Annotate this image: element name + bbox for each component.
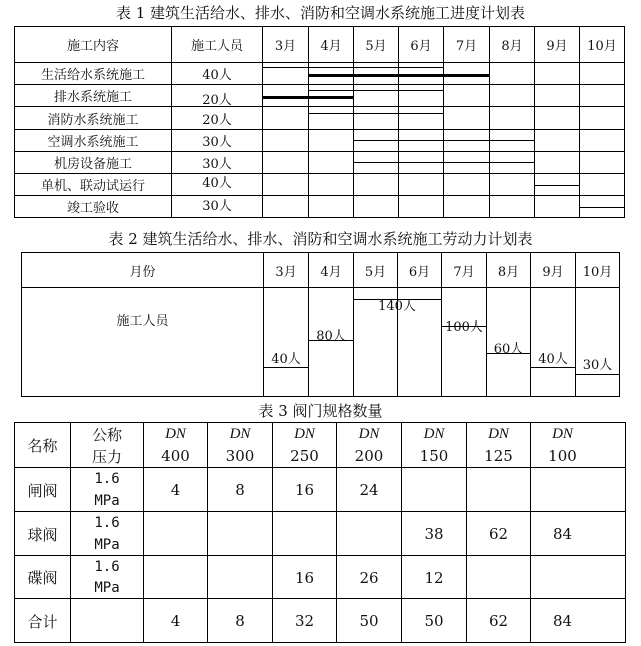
table1-task: 生活给水系统施工: [40, 68, 145, 83]
table2-month: 5月: [364, 264, 387, 280]
table1-people: 20人: [202, 93, 232, 108]
table1-people: 30人: [202, 135, 232, 150]
table2-month: 8月: [497, 264, 520, 280]
valve-count: 84: [552, 612, 573, 630]
dn-size: 200: [354, 447, 384, 465]
table1-people: 40人: [202, 68, 232, 83]
table1-month: 10月: [587, 39, 617, 54]
valve-count: [531, 556, 594, 599]
valve-count: 16: [294, 568, 315, 587]
table2-month: 7月: [453, 264, 475, 280]
gantt-bar-water-supply-main: [308, 74, 489, 77]
labor-label: 30人: [582, 357, 613, 373]
valve-count: 24: [359, 481, 379, 499]
table3-title: 表 3 阀门规格数量: [258, 402, 383, 420]
table1-month: 7月: [455, 39, 478, 54]
valve-count: [402, 468, 466, 512]
labor-label: 60人: [493, 341, 524, 357]
valve-count: 8: [235, 612, 245, 630]
valve-count: [467, 556, 530, 599]
table3-header-pressure: 公称: [91, 425, 122, 444]
valve-pressure: 1.6: [94, 471, 120, 487]
table2-month: 6月: [408, 264, 431, 280]
valve-name: 碟阀: [27, 569, 58, 587]
table1-people: 30人: [202, 199, 232, 214]
table2-row-label: 施工人员: [116, 313, 169, 329]
labor-step: [263, 367, 308, 368]
dn-size: 125: [484, 447, 513, 465]
valve-count: [273, 512, 336, 556]
dn-size: 300: [225, 447, 255, 465]
gantt-bar-water-supply: [263, 67, 443, 68]
valve-name: 合计: [27, 612, 58, 631]
table1-task: 空调水系统施工: [47, 135, 139, 150]
valve-count: 4: [170, 612, 181, 630]
dn-size: 150: [419, 447, 449, 465]
labor-label: 40人: [538, 351, 568, 367]
dn-label: DN: [294, 425, 315, 442]
table1-title: 表 1 建筑生活给水、排水、消防和空调水系统施工进度计划表: [115, 4, 526, 22]
table3-header-name: 名称: [27, 436, 58, 455]
gantt-bar-acceptance: [579, 207, 624, 208]
valve-count: 50: [359, 612, 379, 630]
table1-month: 9月: [546, 39, 568, 54]
valve-count: 4: [170, 481, 181, 499]
valve-pressure: 1.6: [94, 558, 120, 575]
table2-title: 表 2 建筑生活给水、排水、消防和空调水系统施工劳动力计划表: [108, 230, 533, 248]
valve-count: 32: [294, 612, 315, 630]
table2-month: 3月: [275, 264, 297, 280]
table1-header-people: 施工人员: [190, 39, 243, 54]
valve-count: [531, 468, 594, 512]
valve-count: 26: [359, 568, 379, 587]
dn-size: 250: [290, 447, 319, 465]
valve-count: [337, 512, 401, 556]
table1-task: 机房设备施工: [53, 157, 132, 172]
dn-label: DN: [358, 425, 380, 442]
table1-task: 排水系统施工: [53, 90, 132, 105]
valve-pressure: 1.6: [94, 515, 120, 531]
dn-size: 400: [161, 447, 190, 465]
gantt-bar-drainage-main: [263, 96, 353, 99]
table1-month: 4月: [320, 39, 342, 54]
gantt-bar-hvac: [353, 140, 534, 141]
table1-task: 单机、联动试运行: [40, 179, 145, 194]
valve-count: [208, 556, 272, 599]
valve-pressure: MPa: [94, 580, 120, 597]
table1-month: 8月: [501, 39, 523, 54]
valve-count: [144, 512, 207, 556]
table1-task: 竣工验收: [66, 201, 119, 216]
valve-count: 8: [235, 481, 245, 499]
labor-label: 80人: [316, 328, 346, 344]
valve-count: 62: [488, 525, 509, 543]
gantt-bar-trial-run: [534, 185, 579, 186]
table1-header-content: 施工内容: [66, 39, 119, 54]
dn-label: DN: [423, 425, 445, 442]
table2-header-month: 月份: [129, 264, 156, 280]
labor-label: 140人: [378, 298, 416, 314]
gantt-bar-machine-room: [353, 162, 534, 163]
labor-label: 100人: [445, 319, 483, 335]
valve-count: [144, 556, 207, 599]
valve-count: 84: [552, 525, 573, 543]
table1-month: 5月: [365, 39, 387, 54]
labor-label: 40人: [271, 351, 301, 367]
valve-count: 12: [424, 568, 444, 587]
table2-month: 4月: [320, 264, 342, 280]
valve-pressure: MPa: [94, 493, 120, 509]
valve-count: [467, 468, 530, 512]
dn-label: DN: [488, 425, 509, 442]
table1-people: 20人: [202, 112, 232, 128]
valve-pressure: MPa: [94, 537, 120, 553]
valve-count: [208, 512, 272, 556]
table1-task: 消防水系统施工: [47, 112, 139, 128]
valve-count: 62: [488, 612, 509, 630]
dn-size: 100: [548, 447, 577, 465]
valve-count: 16: [294, 481, 315, 499]
table1-people: 30人: [202, 157, 232, 172]
valve-count: 50: [424, 612, 444, 630]
valve-name: 球阀: [27, 525, 58, 544]
table1-people: 40人: [202, 176, 232, 191]
gantt-bar-drainage: [308, 90, 443, 91]
table1-month: 3月: [274, 39, 297, 54]
table2-month: 9月: [542, 264, 564, 280]
valve-name: 闸阀: [27, 481, 58, 500]
valve-count: 38: [424, 525, 444, 543]
dn-label: DN: [552, 425, 573, 442]
dn-label: DN: [165, 425, 186, 442]
labor-step: [530, 367, 575, 368]
labor-step: [575, 374, 619, 375]
dn-label: DN: [229, 425, 251, 442]
gantt-bar-fire: [308, 113, 443, 114]
table2-month: 10月: [582, 264, 613, 280]
table1-month: 6月: [410, 39, 432, 54]
table3-header-pressure: 压力: [91, 447, 122, 466]
